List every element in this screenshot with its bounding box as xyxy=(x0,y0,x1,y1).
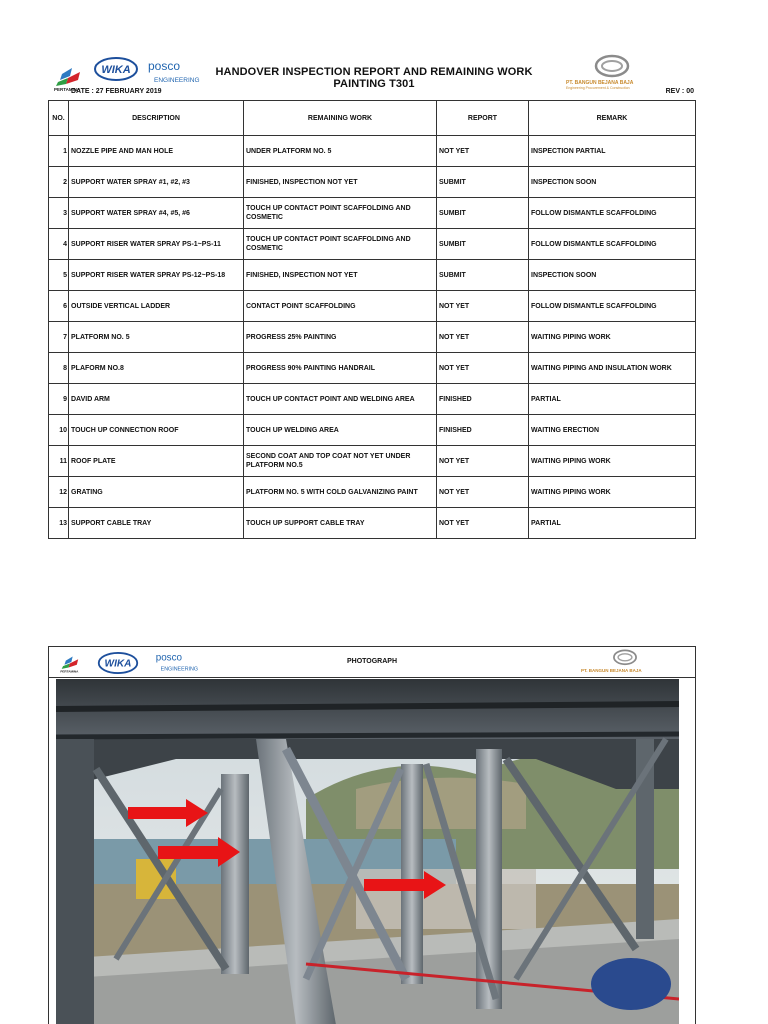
cell-remaining-work: PROGRESS 90% PAINTING HANDRAIL xyxy=(244,353,437,384)
cell-report: NOT YET xyxy=(437,322,529,353)
cell-no: 1 xyxy=(49,136,69,167)
blue-tarp xyxy=(591,958,671,1010)
cell-remaining-work: TOUCH UP WELDING AREA xyxy=(244,415,437,446)
cell-description: GRATING xyxy=(69,477,244,508)
cell-report: NOT YET xyxy=(437,291,529,322)
cell-remaining-work: FINISHED, INSPECTION NOT YET xyxy=(244,167,437,198)
wika-text: WIKA xyxy=(101,64,131,76)
photograph-header xyxy=(49,647,695,678)
cell-description: SUPPORT RISER WATER SPRAY PS-12~PS-18 xyxy=(69,260,244,291)
bbb-name: PT. BANGUN BEJANA BAJA xyxy=(566,80,634,86)
column-header-report: REPORT xyxy=(437,101,529,136)
cell-remaining-work: PLATFORM NO. 5 WITH COLD GALVANIZING PAINT xyxy=(244,477,437,508)
cell-no: 9 xyxy=(49,384,69,415)
cell-no: 8 xyxy=(49,353,69,384)
table-row xyxy=(49,167,696,198)
bbb-subtitle: Engineering Procurement & Construction xyxy=(566,86,630,90)
cell-report: NOT YET xyxy=(437,136,529,167)
scaffold-area xyxy=(356,869,536,929)
table-row xyxy=(49,353,696,384)
cell-remark: WAITING ERECTION xyxy=(529,415,696,446)
cell-remaining-work: TOUCH UP CONTACT POINT SCAFFOLDING AND COSMETIC xyxy=(244,229,437,260)
cell-report: FINISHED xyxy=(437,415,529,446)
table-row xyxy=(49,198,696,229)
cell-no: 12 xyxy=(49,477,69,508)
cell-report: NOT YET xyxy=(437,477,529,508)
table-header-row xyxy=(49,101,696,136)
cell-report: NOT YET xyxy=(437,508,529,539)
cell-remaining-work: CONTACT POINT SCAFFOLDING xyxy=(244,291,437,322)
cell-remark: WAITING PIPING WORK xyxy=(529,446,696,477)
cell-report: FINISHED xyxy=(437,384,529,415)
wika-text: WIKA xyxy=(104,658,132,670)
cell-description: SUPPORT RISER WATER SPRAY PS-1~PS-11 xyxy=(69,229,244,260)
cell-no: 10 xyxy=(49,415,69,446)
column-header-remark: REMARK xyxy=(529,101,696,136)
cell-report: NOT YET xyxy=(437,353,529,384)
wika-logo xyxy=(93,57,139,81)
site-photograph xyxy=(56,679,679,1024)
cell-remark: FOLLOW DISMANTLE SCAFFOLDING xyxy=(529,291,696,322)
cell-report: SUBMIT xyxy=(437,167,529,198)
cell-description: OUTSIDE VERTICAL LADDER xyxy=(69,291,244,322)
cell-description: NOZZLE PIPE AND MAN HOLE xyxy=(69,136,244,167)
cell-report: NOT YET xyxy=(437,446,529,477)
column-header-no: NO. xyxy=(49,101,69,136)
cell-remark: WAITING PIPING AND INSULATION WORK xyxy=(529,353,696,384)
cell-remaining-work: FINISHED, INSPECTION NOT YET xyxy=(244,260,437,291)
cell-no: 3 xyxy=(49,198,69,229)
table-row xyxy=(49,477,696,508)
cell-description: DAVID ARM xyxy=(69,384,244,415)
pertamina-text: PERTAMINA xyxy=(60,669,79,673)
bbb-name: PT. BANGUN BEJANA BAJA xyxy=(581,668,642,673)
cell-remark: INSPECTION SOON xyxy=(529,167,696,198)
column xyxy=(221,774,249,974)
report-revision: REV : 00 xyxy=(665,88,694,95)
bangun-bejana-baja-logo xyxy=(564,54,662,94)
table-row xyxy=(49,384,696,415)
photograph-title: PHOTOGRAPH xyxy=(346,658,398,665)
cell-remark: FOLLOW DISMANTLE SCAFFOLDING xyxy=(529,229,696,260)
column-left xyxy=(56,739,94,1024)
table-row xyxy=(49,322,696,353)
report-title: HANDOVER INSPECTION REPORT AND REMAINING WORK PAINTING T301 xyxy=(215,66,533,90)
cell-description: TOUCH UP CONNECTION ROOF xyxy=(69,415,244,446)
table-row xyxy=(49,508,696,539)
table-body xyxy=(49,136,696,539)
report-date: DATE : 27 FEBRUARY 2019 xyxy=(71,88,162,95)
cell-remark: WAITING PIPING WORK xyxy=(529,322,696,353)
cell-remaining-work: UNDER PLATFORM NO. 5 xyxy=(244,136,437,167)
inspection-report-page xyxy=(48,52,696,527)
posco-sub-text: ENGINEERING xyxy=(154,77,200,84)
cell-description: SUPPORT WATER SPRAY #4, #5, #6 xyxy=(69,198,244,229)
cell-remaining-work: TOUCH UP CONTACT POINT AND WELDING AREA xyxy=(244,384,437,415)
cell-report: SUMBIT xyxy=(437,229,529,260)
cell-remark: PARTIAL xyxy=(529,508,696,539)
photograph-page xyxy=(48,646,696,1024)
posco-text: posco xyxy=(155,652,183,664)
cell-no: 5 xyxy=(49,260,69,291)
cell-remark: INSPECTION PARTIAL xyxy=(529,136,696,167)
pertamina-text: PERTAMINA xyxy=(54,87,81,92)
bbb-ring-icon xyxy=(609,649,641,667)
cell-no: 2 xyxy=(49,167,69,198)
posco-sub-text: ENGINEERING xyxy=(160,666,199,673)
cell-no: 7 xyxy=(49,322,69,353)
bangun-bejana-baja-logo xyxy=(579,649,679,677)
cell-remaining-work: TOUCH UP SUPPORT CABLE TRAY xyxy=(244,508,437,539)
cell-no: 13 xyxy=(49,508,69,539)
cell-report: SUMBIT xyxy=(437,198,529,229)
cell-remark: PARTIAL xyxy=(529,384,696,415)
cell-description: PLAFORM NO.8 xyxy=(69,353,244,384)
cell-remaining-work: SECOND COAT AND TOP COAT NOT YET UNDER PLATFORM NO.5 xyxy=(244,446,437,477)
table-row xyxy=(49,415,696,446)
column-header-description: DESCRIPTION xyxy=(69,101,244,136)
column-header-remaining-work: REMAINING WORK xyxy=(244,101,437,136)
table-row xyxy=(49,136,696,167)
table-row xyxy=(49,260,696,291)
cell-description: PLATFORM NO. 5 xyxy=(69,322,244,353)
posco-text: posco xyxy=(148,59,181,73)
cell-remaining-work: PROGRESS 25% PAINTING xyxy=(244,322,437,353)
table-row xyxy=(49,291,696,322)
cell-no: 6 xyxy=(49,291,69,322)
cell-no: 4 xyxy=(49,229,69,260)
cell-description: ROOF PLATE xyxy=(69,446,244,477)
cell-remark: FOLLOW DISMANTLE SCAFFOLDING xyxy=(529,198,696,229)
table-row xyxy=(49,229,696,260)
cell-remark: WAITING PIPING WORK xyxy=(529,477,696,508)
cell-description: SUPPORT WATER SPRAY #1, #2, #3 xyxy=(69,167,244,198)
cell-remark: INSPECTION SOON xyxy=(529,260,696,291)
inspection-table xyxy=(48,100,696,539)
bbb-ring-icon xyxy=(594,54,630,80)
cell-description: SUPPORT CABLE TRAY xyxy=(69,508,244,539)
cell-remaining-work: TOUCH UP CONTACT POINT SCAFFOLDING AND COSMETIC xyxy=(244,198,437,229)
cell-no: 11 xyxy=(49,446,69,477)
table-row xyxy=(49,446,696,477)
cell-report: SUBMIT xyxy=(437,260,529,291)
